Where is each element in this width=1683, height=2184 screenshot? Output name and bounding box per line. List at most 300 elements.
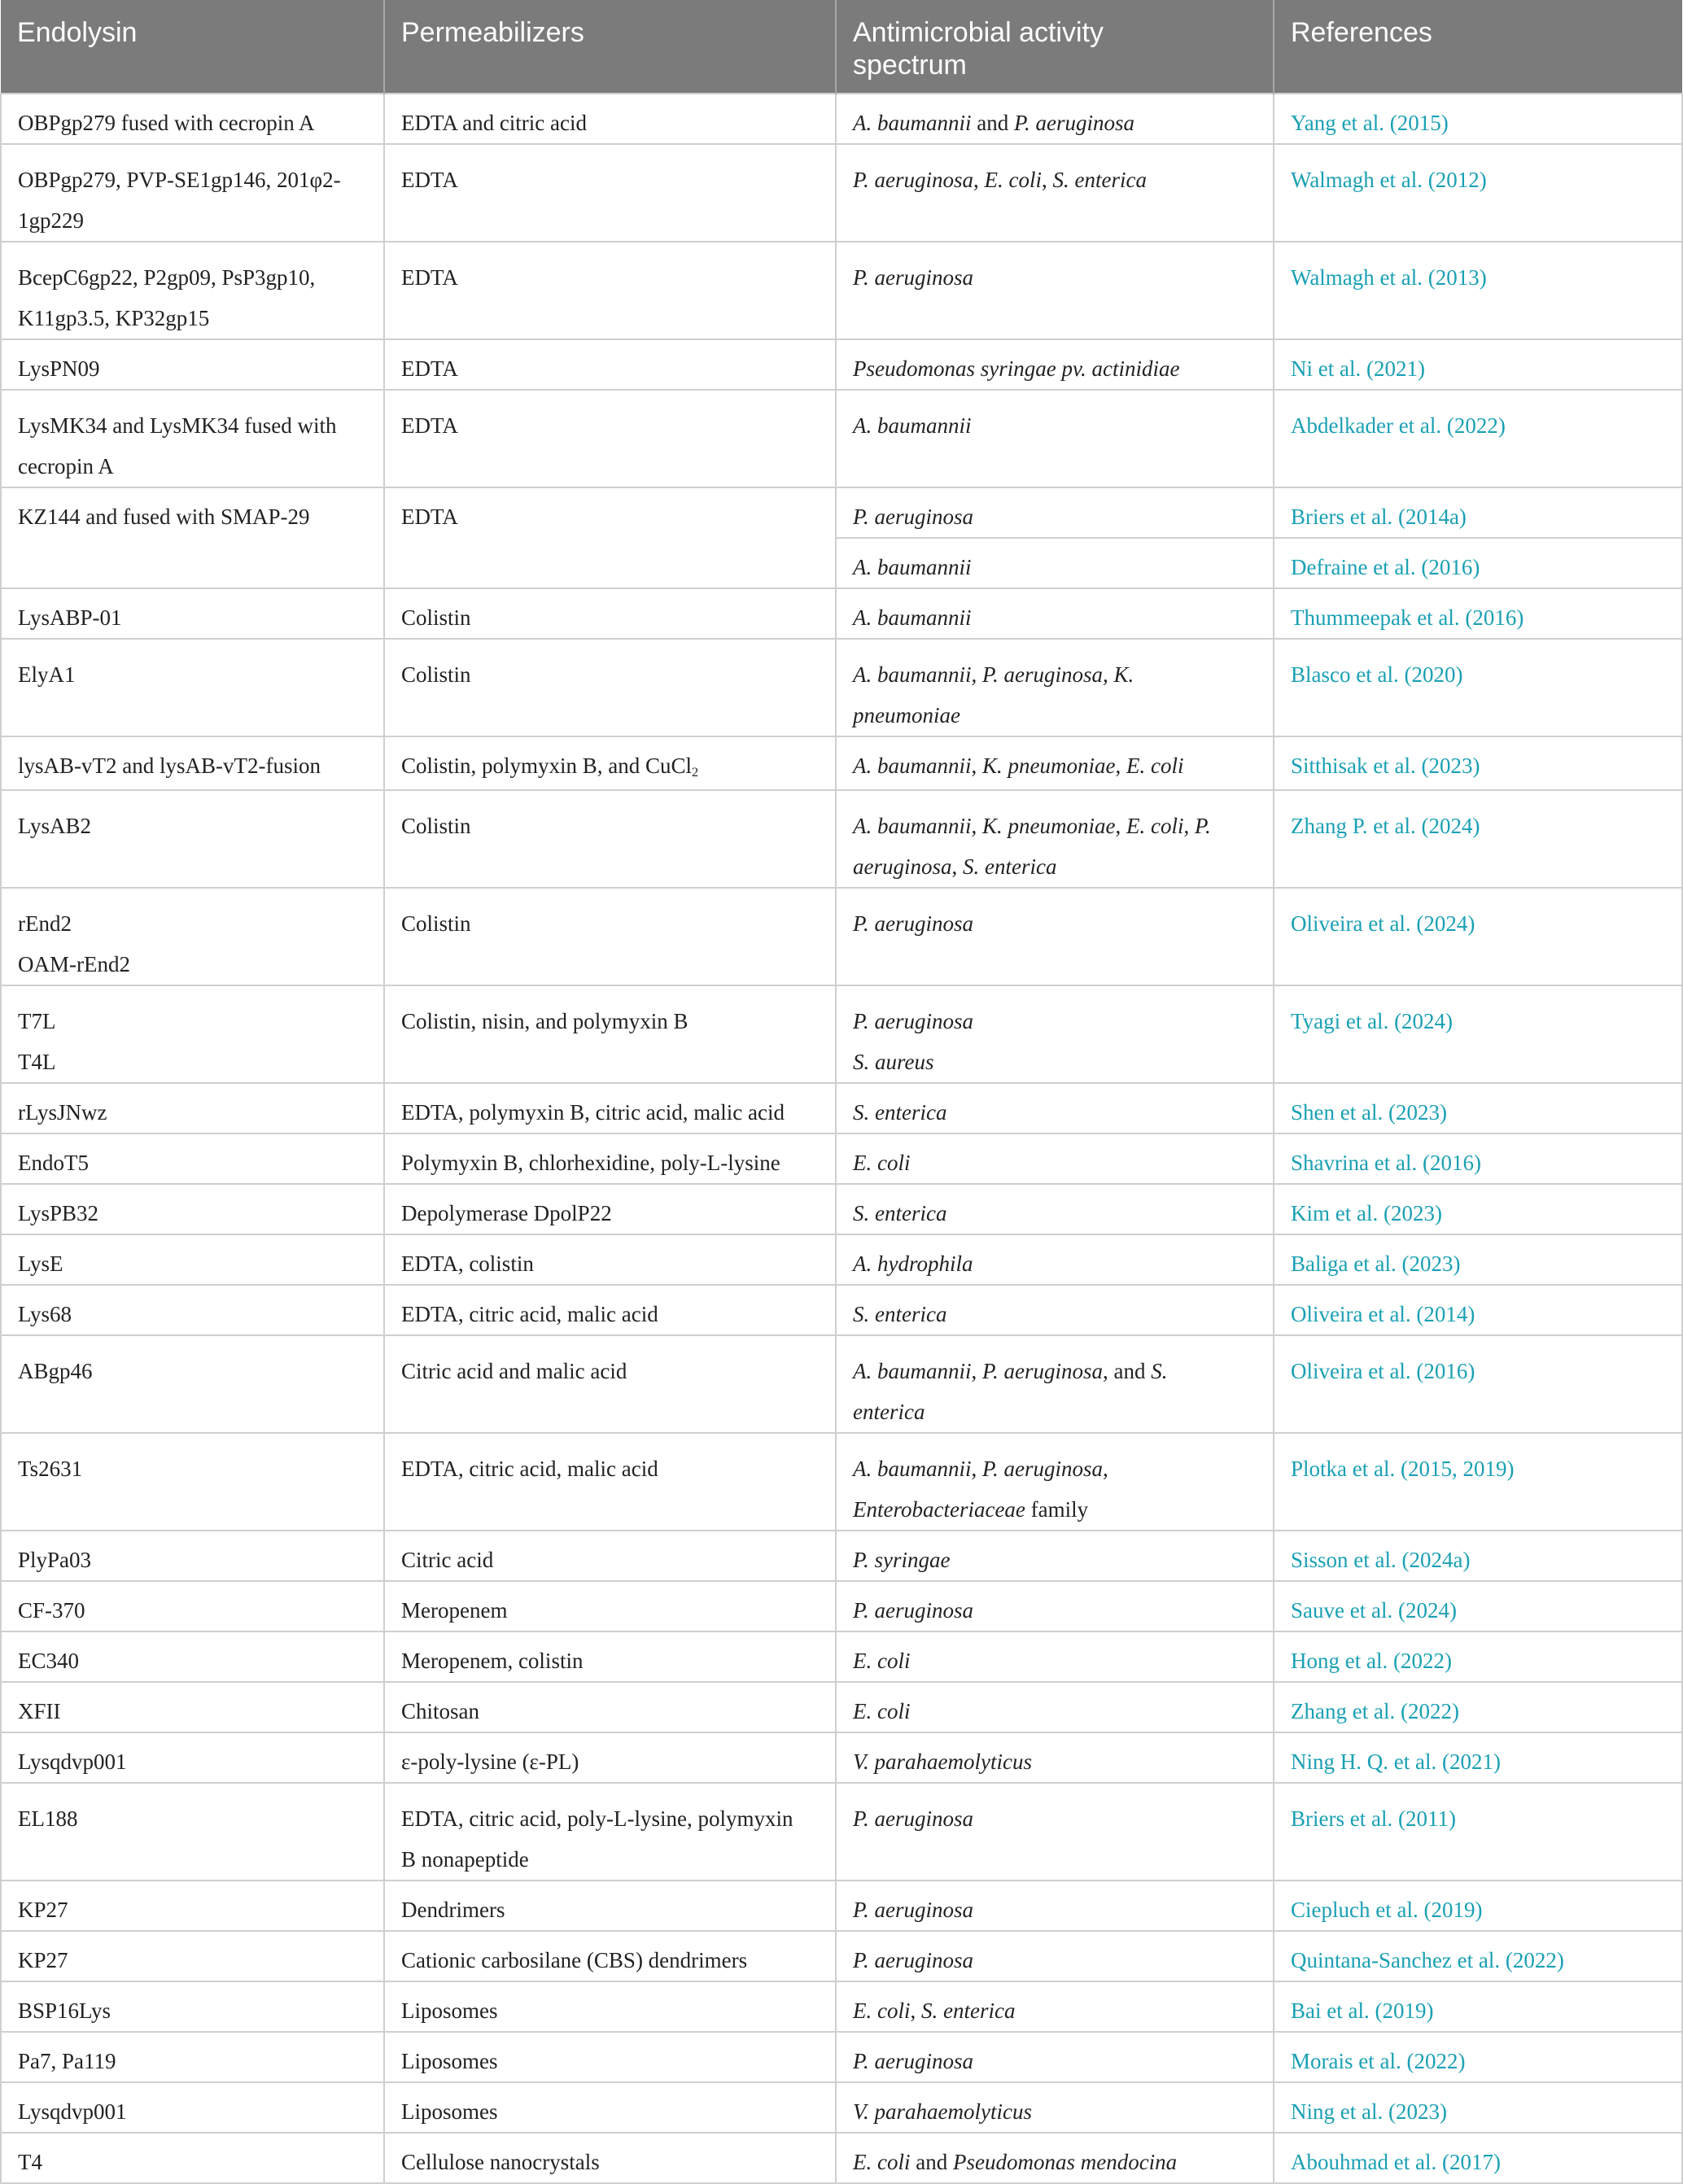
spectrum-cell — [836, 1732, 1274, 1783]
reference-cell — [1274, 1083, 1682, 1133]
endolysin-cell — [1, 94, 384, 144]
reference-link[interactable]: Sitthisak et al. (2023) — [1291, 753, 1480, 778]
species-name: K. pneumoniae — [982, 753, 1116, 778]
permeabilizers-line: Meropenem — [401, 1598, 508, 1623]
species-name: P. aeruginosa — [1013, 111, 1134, 135]
species-name: P. aeruginosa — [853, 1009, 974, 1033]
permeabilizers-line: EDTA, polymyxin B, citric acid, malic acid — [401, 1100, 785, 1125]
endolysin-cell — [1, 1531, 384, 1581]
permeabilizers-line: EDTA, citric acid, malic acid — [401, 1457, 658, 1481]
spectrum-text: , — [1183, 814, 1195, 838]
spectrum-cell — [836, 2032, 1274, 2082]
reference-cell — [1274, 790, 1682, 888]
reference-link[interactable]: Briers et al. (2014a) — [1291, 505, 1467, 529]
reference-link[interactable]: Hong et al. (2022) — [1291, 1649, 1452, 1673]
permeabilizers-line: Colistin — [401, 662, 471, 687]
species-name: P. aeruginosa — [853, 505, 974, 529]
permeabilizers-line: EDTA, citric acid, poly-L-lysine, polymyxin — [401, 1806, 793, 1831]
table-row — [1, 242, 1682, 339]
table-row — [1, 390, 1682, 487]
reference-link[interactable]: Oliveira et al. (2024) — [1291, 911, 1475, 936]
reference-link[interactable]: Abdelkader et al. (2022) — [1291, 413, 1506, 438]
reference-cell — [1274, 390, 1682, 487]
species-name: S. enterica — [920, 1998, 1016, 2023]
spectrum-cell — [836, 1531, 1274, 1581]
endolysin-cell — [1, 1732, 384, 1783]
endolysin-line: LysABP-01 — [18, 605, 122, 630]
spectrum-cell — [836, 1783, 1274, 1880]
reference-link[interactable]: Baliga et al. (2023) — [1291, 1251, 1461, 1276]
reference-cell — [1274, 1531, 1682, 1581]
reference-link[interactable]: Kim et al. (2023) — [1291, 1201, 1442, 1225]
permeabilizers-line: Depolymerase DpolP22 — [401, 1201, 612, 1225]
header-endolysin: Endolysin — [1, 0, 384, 94]
species-name: S. — [1151, 1359, 1168, 1383]
reference-cell — [1274, 144, 1682, 242]
endolysin-line: LysPB32 — [18, 1201, 99, 1225]
species-name: E. coli — [853, 2150, 911, 2174]
reference-cell — [1274, 1433, 1682, 1531]
permeabilizers-cell — [384, 1184, 836, 1234]
reference-link[interactable]: Abouhmad et al. (2017) — [1291, 2150, 1501, 2174]
endolysin-cell — [1, 1133, 384, 1184]
species-name: aeruginosa — [853, 854, 952, 879]
endolysin-line: LysPN09 — [18, 356, 100, 381]
reference-link[interactable]: Sauve et al. (2024) — [1291, 1598, 1457, 1623]
spectrum-cell — [836, 1433, 1274, 1531]
permeabilizers-line: Liposomes — [401, 2099, 498, 2124]
permeabilizers-line: Colistin, polymyxin B, and CuCl$_2$ — [401, 753, 699, 780]
permeabilizers-line: EDTA — [401, 505, 458, 529]
reference-link[interactable]: Tyagi et al. (2024) — [1291, 1009, 1454, 1033]
endolysin-line: Pa7, Pa119 — [18, 2049, 116, 2073]
species-name: S. enterica — [853, 1302, 947, 1326]
permeabilizers-cell — [384, 1234, 836, 1285]
header-row — [1, 0, 1682, 94]
species-name: E. coli — [853, 1998, 911, 2023]
species-name: A. baumannii — [853, 753, 972, 778]
table-header — [1, 0, 1682, 94]
spectrum-text: , — [951, 854, 963, 879]
permeabilizers-line: EDTA — [401, 168, 458, 192]
species-name: Pseudomonas syringae pv. actinidiae — [853, 356, 1180, 381]
table-row — [1, 588, 1682, 639]
reference-link[interactable]: Walmagh et al. (2013) — [1291, 265, 1487, 290]
endolysin-line: BSP16Lys — [18, 1998, 111, 2023]
table-row — [1, 94, 1682, 144]
reference-link[interactable]: Blasco et al. (2020) — [1291, 662, 1463, 687]
species-name: K. pneumoniae — [982, 814, 1116, 838]
species-name: P. aeruginosa — [982, 1457, 1104, 1481]
table-row — [1, 1184, 1682, 1234]
species-name: P. aeruginosa — [853, 2049, 974, 2073]
species-name: V. parahaemolyticus — [853, 2099, 1032, 2124]
species-name: A. baumannii — [853, 555, 972, 579]
table-row — [1, 1682, 1682, 1732]
permeabilizers-cell — [384, 2032, 836, 2082]
spectrum-text: , — [971, 1457, 982, 1481]
endolysin-cell — [1, 2082, 384, 2133]
endolysin-line: CF-370 — [18, 1598, 85, 1623]
endolysin-line: cecropin A — [18, 454, 114, 478]
endolysin-line: XFII — [18, 1699, 61, 1723]
species-name: A. baumannii — [853, 814, 972, 838]
permeabilizers-cell — [384, 1285, 836, 1335]
spectrum-text: and — [971, 111, 1014, 135]
table-row — [1, 1931, 1682, 1981]
permeabilizers-cell — [384, 1880, 836, 1931]
endolysin-cell — [1, 1335, 384, 1433]
reference-cell — [1274, 1335, 1682, 1433]
spectrum-cell — [836, 1581, 1274, 1631]
reference-cell — [1274, 2133, 1682, 2183]
permeabilizers-cell — [384, 144, 836, 242]
permeabilizers-cell — [384, 888, 836, 985]
species-name: P. aeruginosa — [853, 1598, 974, 1623]
spectrum-cell — [836, 736, 1274, 790]
species-name: A. baumannii — [853, 413, 972, 438]
reference-cell — [1274, 339, 1682, 390]
permeabilizers-line: Dendrimers — [401, 1898, 505, 1922]
endolysin-line: T4L — [18, 1050, 56, 1074]
header-antimicrobial-spectrum: Antimicrobial activity spectrum — [836, 0, 1274, 94]
permeabilizers-line: EDTA — [401, 265, 458, 290]
reference-cell — [1274, 639, 1682, 736]
endolysin-cell — [1, 390, 384, 487]
table-row — [1, 1880, 1682, 1931]
endolysin-line: OAM-rEnd2 — [18, 952, 130, 976]
endolysin-line: KZ144 and fused with SMAP-29 — [18, 505, 310, 529]
species-name: E. coli — [853, 1151, 911, 1175]
reference-cell — [1274, 2032, 1682, 2082]
endolysin-cell — [1, 1234, 384, 1285]
spectrum-cell — [836, 1133, 1274, 1184]
permeabilizers-cell — [384, 639, 836, 736]
endolysin-line: T4 — [18, 2150, 42, 2174]
species-name: A. baumannii, P. aeruginosa, K. — [853, 662, 1134, 687]
spectrum-text: , — [1115, 753, 1126, 778]
table-body — [1, 94, 1682, 2183]
reference-link[interactable]: Ni et al. (2021) — [1291, 356, 1425, 381]
spectrum-cell — [836, 1682, 1274, 1732]
species-name: pneumoniae — [853, 703, 960, 727]
endolysin-line: EndoT5 — [18, 1151, 89, 1175]
species-name: P. — [1194, 814, 1211, 838]
reference-cell — [1274, 1931, 1682, 1981]
spectrum-cell — [836, 639, 1274, 736]
endolysin-line: BcepC6gp22, P2gp09, PsP3gp10, — [18, 265, 316, 290]
permeabilizers-cell — [384, 1083, 836, 1133]
spectrum-text: and — [910, 2150, 953, 2174]
permeabilizers-cell — [384, 1981, 836, 2032]
endolysin-cell — [1, 242, 384, 339]
table-row — [1, 2133, 1682, 2183]
endolysin-cell — [1, 2032, 384, 2082]
reference-link[interactable]: Bai et al. (2019) — [1291, 1998, 1434, 2023]
reference-cell — [1274, 1234, 1682, 1285]
spectrum-text: , — [1103, 1457, 1108, 1481]
reference-cell — [1274, 538, 1682, 588]
permeabilizers-line: ε-poly-lysine (ε-PL) — [401, 1749, 579, 1774]
spectrum-cell — [836, 1931, 1274, 1981]
table-row — [1, 2082, 1682, 2133]
species-name: P. syringae — [853, 1548, 951, 1572]
permeabilizers-cell — [384, 1732, 836, 1783]
permeabilizers-line: EDTA, colistin — [401, 1251, 534, 1276]
reference-cell — [1274, 1981, 1682, 2032]
reference-link[interactable]: Shavrina et al. (2016) — [1291, 1151, 1481, 1175]
permeabilizers-line: Meropenem, colistin — [401, 1649, 584, 1673]
endolysin-cell — [1, 1880, 384, 1931]
spectrum-cell — [836, 487, 1274, 538]
species-name: P. aeruginosa — [853, 1948, 974, 1972]
spectrum-cell — [836, 390, 1274, 487]
permeabilizers-line: EDTA and citric acid — [401, 111, 587, 135]
reference-cell — [1274, 1581, 1682, 1631]
endolysin-cell — [1, 144, 384, 242]
permeabilizers-cell — [384, 390, 836, 487]
species-name: P. aeruginosa — [982, 1359, 1104, 1383]
spectrum-cell — [836, 242, 1274, 339]
reference-link[interactable]: Defraine et al. (2016) — [1291, 555, 1480, 579]
endolysin-line: Lysqdvp001 — [18, 2099, 127, 2124]
reference-cell — [1274, 1732, 1682, 1783]
endolysin-line: OBPgp279 fused with cecropin A — [18, 111, 315, 135]
species-name: S. enterica — [1052, 168, 1147, 192]
permeabilizers-cell — [384, 339, 836, 390]
reference-link[interactable]: Zhang P. et al. (2024) — [1291, 814, 1480, 838]
table-row — [1, 1783, 1682, 1880]
table-row — [1, 144, 1682, 242]
reference-link[interactable]: Zhang et al. (2022) — [1291, 1699, 1459, 1723]
species-name: E. coli — [1126, 814, 1184, 838]
permeabilizers-cell — [384, 94, 836, 144]
permeabilizers-line: B nonapeptide — [401, 1847, 529, 1872]
species-name: P. aeruginosa — [853, 911, 974, 936]
reference-cell — [1274, 242, 1682, 339]
reference-cell — [1274, 1682, 1682, 1732]
permeabilizers-line: Colistin — [401, 911, 471, 936]
reference-link[interactable]: Plotka et al. (2015, 2019) — [1291, 1457, 1515, 1481]
permeabilizers-line: Cellulose nanocrystals — [401, 2150, 600, 2174]
endolysin-line: KP27 — [18, 1948, 68, 1972]
species-name: A. baumannii — [853, 1359, 972, 1383]
table-row — [1, 1133, 1682, 1184]
spectrum-text: , — [971, 814, 982, 838]
species-name: A. baumannii — [853, 111, 972, 135]
endolysin-line: rEnd2 — [18, 911, 72, 936]
endolysin-cell — [1, 588, 384, 639]
endolysin-cell — [1, 1682, 384, 1732]
endolysin-line: ElyA1 — [18, 662, 76, 687]
species-name: A. baumannii — [853, 1457, 972, 1481]
spectrum-cell — [836, 1880, 1274, 1931]
endolysin-cell — [1, 888, 384, 985]
endolysin-line: T7L — [18, 1009, 56, 1033]
spectrum-text: , — [971, 753, 982, 778]
endolysin-line: LysAB2 — [18, 814, 92, 838]
spectrum-cell — [836, 2133, 1274, 2183]
permeabilizers-line: Colistin, nisin, and polymyxin B — [401, 1009, 688, 1033]
table-row — [1, 1732, 1682, 1783]
species-name: S. aureus — [853, 1050, 934, 1074]
table-row — [1, 790, 1682, 888]
table-row — [1, 985, 1682, 1083]
endolysin-cell — [1, 736, 384, 790]
permeabilizers-cell — [384, 242, 836, 339]
endolysin-line: K11gp3.5, KP32gp15 — [18, 306, 210, 330]
species-name: A. hydrophila — [853, 1251, 973, 1276]
spectrum-cell — [836, 1234, 1274, 1285]
spectrum-cell — [836, 1184, 1274, 1234]
spectrum-cell — [836, 339, 1274, 390]
permeabilizers-cell — [384, 1531, 836, 1581]
reference-cell — [1274, 1631, 1682, 1682]
subscript: 2 — [692, 765, 699, 780]
reference-link[interactable]: Ning H. Q. et al. (2021) — [1291, 1749, 1501, 1774]
species-name: S. enterica — [853, 1201, 947, 1225]
permeabilizers-line: Colistin — [401, 605, 471, 630]
reference-link[interactable]: Ciepluch et al. (2019) — [1291, 1898, 1483, 1922]
spectrum-text: , — [1042, 168, 1053, 192]
spectrum-cell — [836, 1631, 1274, 1682]
reference-cell — [1274, 1880, 1682, 1931]
permeabilizers-line: EDTA — [401, 413, 458, 438]
species-name: P. aeruginosa — [853, 168, 974, 192]
reference-link[interactable]: Quintana-Sanchez et al. (2022) — [1291, 1948, 1564, 1972]
spectrum-cell — [836, 888, 1274, 985]
permeabilizers-line: Liposomes — [401, 1998, 498, 2023]
permeabilizers-line: EDTA, citric acid, malic acid — [401, 1302, 658, 1326]
species-name: enterica — [853, 1400, 925, 1424]
permeabilizers-line: Citric acid — [401, 1548, 494, 1572]
header-references: References — [1274, 0, 1682, 94]
species-name: E. coli — [853, 1649, 911, 1673]
reference-link[interactable]: Morais et al. (2022) — [1291, 2049, 1466, 2073]
endolysin-line: Lys68 — [18, 1302, 72, 1326]
reference-link[interactable]: Oliveira et al. (2016) — [1291, 1359, 1475, 1383]
spectrum-cell — [836, 588, 1274, 639]
species-name: S. enterica — [853, 1100, 947, 1125]
reference-cell — [1274, 94, 1682, 144]
spectrum-cell — [836, 1285, 1274, 1335]
endolysin-line: KP27 — [18, 1898, 68, 1922]
table-row — [1, 1433, 1682, 1531]
species-name: S. enterica — [963, 854, 1057, 879]
permeabilizers-line: Colistin — [401, 814, 471, 838]
spectrum-text: , — [1115, 814, 1126, 838]
spectrum-text: , and — [1103, 1359, 1152, 1383]
permeabilizers-line: Liposomes — [401, 2049, 498, 2073]
endolysin-cell — [1, 1581, 384, 1631]
permeabilizers-cell — [384, 1433, 836, 1531]
species-name: A. baumannii — [853, 605, 972, 630]
table-row — [1, 1335, 1682, 1433]
endolysin-line: 1gp229 — [18, 208, 84, 233]
reference-link[interactable]: Sisson et al. (2024a) — [1291, 1548, 1471, 1572]
spectrum-text: family — [1025, 1497, 1089, 1522]
table-row — [1, 1285, 1682, 1335]
permeabilizers-line: EDTA — [401, 356, 458, 381]
permeabilizers-cell — [384, 2133, 836, 2183]
endolysin-line: PlyPa03 — [18, 1548, 92, 1572]
endolysin-cell — [1, 1184, 384, 1234]
permeabilizers-cell — [384, 1931, 836, 1981]
endolysin-line: lysAB-vT2 and lysAB-vT2-fusion — [18, 753, 321, 778]
reference-cell — [1274, 1133, 1682, 1184]
species-name: P. aeruginosa — [853, 1898, 974, 1922]
spectrum-cell — [836, 985, 1274, 1083]
permeabilizers-line: Polymyxin B, chlorhexidine, poly-L-lysine — [401, 1151, 780, 1175]
endolysin-line: ABgp46 — [18, 1359, 93, 1383]
reference-link[interactable]: Briers et al. (2011) — [1291, 1806, 1456, 1831]
permeabilizers-line: Chitosan — [401, 1699, 480, 1723]
permeabilizers-cell — [384, 1335, 836, 1433]
permeabilizers-cell — [384, 1133, 836, 1184]
table-row — [1, 639, 1682, 736]
permeabilizers-line: Citric acid and malic acid — [401, 1359, 627, 1383]
endolysin-line: EC340 — [18, 1649, 80, 1673]
reference-cell — [1274, 985, 1682, 1083]
table-row — [1, 888, 1682, 985]
species-name: E. coli — [984, 168, 1042, 192]
permeabilizers-cell — [384, 1631, 836, 1682]
reference-link[interactable]: Walmagh et al. (2012) — [1291, 168, 1487, 192]
endolysin-cell — [1, 790, 384, 888]
endolysin-line: EL188 — [18, 1806, 78, 1831]
spectrum-text: , — [910, 1998, 921, 2023]
spectrum-cell — [836, 790, 1274, 888]
header-permeabilizers: Permeabilizers — [384, 0, 836, 94]
permeabilizers-line: Cationic carbosilane (CBS) dendrimers — [401, 1948, 748, 1972]
spectrum-cell — [836, 144, 1274, 242]
spectrum-text: , — [973, 168, 985, 192]
permeabilizers-cell — [384, 1783, 836, 1880]
reference-link[interactable]: Thummeepak et al. (2016) — [1291, 605, 1524, 630]
endolysin-line: LysE — [18, 1251, 63, 1276]
table-row — [1, 1083, 1682, 1133]
spectrum-cell — [836, 94, 1274, 144]
endolysin-cell — [1, 1433, 384, 1531]
species-name: E. coli — [1126, 753, 1184, 778]
reference-link[interactable]: Yang et al. (2015) — [1291, 111, 1449, 135]
endolysin-cell — [1, 1931, 384, 1981]
species-name: P. aeruginosa — [853, 265, 974, 290]
table-row — [1, 2032, 1682, 2082]
species-name: E. coli — [853, 1699, 911, 1723]
table-row — [1, 1581, 1682, 1631]
table-row — [1, 1531, 1682, 1581]
endolysin-cell — [1, 2133, 384, 2183]
endolysin-cell — [1, 1083, 384, 1133]
endolysin-cell — [1, 639, 384, 736]
species-name: Enterobacteriaceae — [853, 1497, 1025, 1522]
table-row — [1, 1981, 1682, 2032]
endolysin-cell — [1, 1981, 384, 2032]
reference-cell — [1274, 2082, 1682, 2133]
reference-link[interactable]: Shen et al. (2023) — [1291, 1100, 1447, 1125]
spectrum-cell — [836, 2082, 1274, 2133]
reference-link[interactable]: Ning et al. (2023) — [1291, 2099, 1447, 2124]
table-row — [1, 1234, 1682, 1285]
species-name: P. aeruginosa — [853, 1806, 974, 1831]
reference-cell — [1274, 736, 1682, 790]
reference-cell — [1274, 487, 1682, 538]
endolysin-cell — [1, 339, 384, 390]
reference-link[interactable]: Oliveira et al. (2014) — [1291, 1302, 1475, 1326]
permeabilizers-cell — [384, 588, 836, 639]
permeabilizers-cell — [384, 985, 836, 1083]
